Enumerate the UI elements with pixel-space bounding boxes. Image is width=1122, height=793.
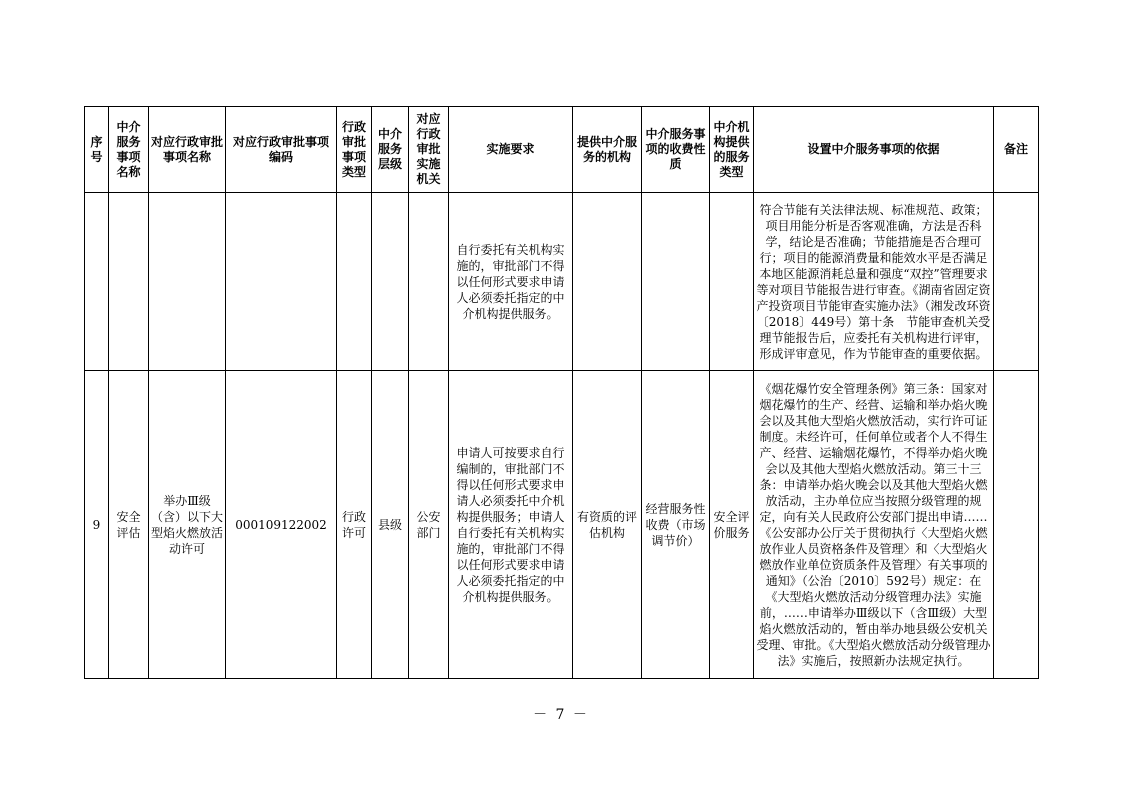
cell-service-name xyxy=(109,193,149,371)
header-basis: 设置中介服务事项的依据 xyxy=(754,107,994,193)
header-remarks: 备注 xyxy=(994,107,1039,193)
cell-service-type: 安全评价服务 xyxy=(710,371,754,679)
cell-service-level xyxy=(372,193,409,371)
header-provider: 提供中介服务的机构 xyxy=(573,107,642,193)
cell-approval-code xyxy=(226,193,337,371)
cell-service-level: 县级 xyxy=(372,371,409,679)
header-approval-code: 对应行政审批事项编码 xyxy=(226,107,337,193)
cell-basis: 符合节能有关法律法规、标准规范、政策；项目用能分析是否客观准确，方法是否科学，结论是否准确；节能措施是否合理可行；项目的能源消费量和能效水平是否满足本地区能源消耗总量和强度“双控”管理要求等对项目节能报告进行审查。《湖南省固定资产投资项目节能审查实施办法》（湘发改环资〔2018〕449号）第十条 节能审查机关受理节能报告后，应委托有关机构进行评审，形成评审意见，作为节能审查的重要依据。 xyxy=(754,193,994,371)
cell-approval-type: 行政许可 xyxy=(337,371,372,679)
header-approval-type: 行政审批事项类型 xyxy=(337,107,372,193)
table-row xyxy=(85,193,1039,371)
cell-seq xyxy=(85,193,109,371)
cell-provider: 有资质的评估机构 xyxy=(573,371,642,679)
cell-requirements: 申请人可按要求自行编制的，审批部门不得以任何形式要求申请人必须委托中介机构提供服务；申请人自行委托有关机构实施的，审批部门不得以任何形式要求申请人必须委托指定的中介机构提供服务。 xyxy=(449,371,573,679)
cell-basis: 《烟花爆竹安全管理条例》第三条：国家对烟花爆竹的生产、经营、运输和举办焰火晚会以及其他大型焰火燃放活动，实行许可证制度。未经许可，任何单位或者个人不得生产、经营、运输烟花爆竹，不得举办焰火晚会以及其他大型焰火燃放活动。第三十三条：申请举办焰火晚会以及其他大型焰火燃放活动，主办单位应当按照分级管理的规定，向有关人民政府公安部门提出申请……《公安部办公厅关于贯彻执行〈大型焰火燃放作业人员资格条件及管理〉和〈大型焰火燃放作业单位资质条件及管理〉有关事项的通知》（公治〔2010〕592号）规定：在《大型焰火燃放活动分级管理办法》实施前，……申请举办Ⅲ级以下（含Ⅲ级）大型焰火燃放活动的，暂由举办地县级公安机关受理、审批。《大型焰火燃放活动分级管理办法》实施后，按照新办法规定执行。 xyxy=(754,371,994,679)
cell-approval-name: 举办Ⅲ级（含）以下大型焰火燃放活动许可 xyxy=(149,371,226,679)
cell-service-type xyxy=(710,193,754,371)
cell-requirements: 自行委托有关机构实施的，审批部门不得以任何形式要求申请人必须委托指定的中介机构提供服务。 xyxy=(449,193,573,371)
cell-seq: 9 xyxy=(85,371,109,679)
cell-approval-authority: 公安部门 xyxy=(409,371,449,679)
cell-service-name: 安全评估 xyxy=(109,371,149,679)
table-row xyxy=(85,371,1039,679)
header-requirements: 实施要求 xyxy=(449,107,573,193)
page-number: － 7 － xyxy=(533,707,589,723)
header-service-name: 中介服务事项名称 xyxy=(109,107,149,193)
cell-provider xyxy=(573,193,642,371)
cell-fee-nature xyxy=(642,193,710,371)
cell-fee-nature: 经营服务性收费（市场调节价） xyxy=(642,371,710,679)
header-service-level: 中介服务层级 xyxy=(372,107,409,193)
header-seq: 序号 xyxy=(85,107,109,193)
cell-approval-code: 000109122002 xyxy=(226,371,337,679)
cell-remarks xyxy=(994,371,1039,679)
header-fee-nature: 中介服务事项的收费性质 xyxy=(642,107,710,193)
header-approval-name: 对应行政审批事项名称 xyxy=(149,107,226,193)
header-service-type: 中介机构提供的服务类型 xyxy=(710,107,754,193)
cell-approval-name xyxy=(149,193,226,371)
cell-approval-authority xyxy=(409,193,449,371)
cell-approval-type xyxy=(337,193,372,371)
intermediary-services-table xyxy=(84,106,1039,679)
header-approval-authority: 对应行政审批实施机关 xyxy=(409,107,449,193)
header-row xyxy=(85,107,1039,193)
cell-remarks xyxy=(994,193,1039,371)
